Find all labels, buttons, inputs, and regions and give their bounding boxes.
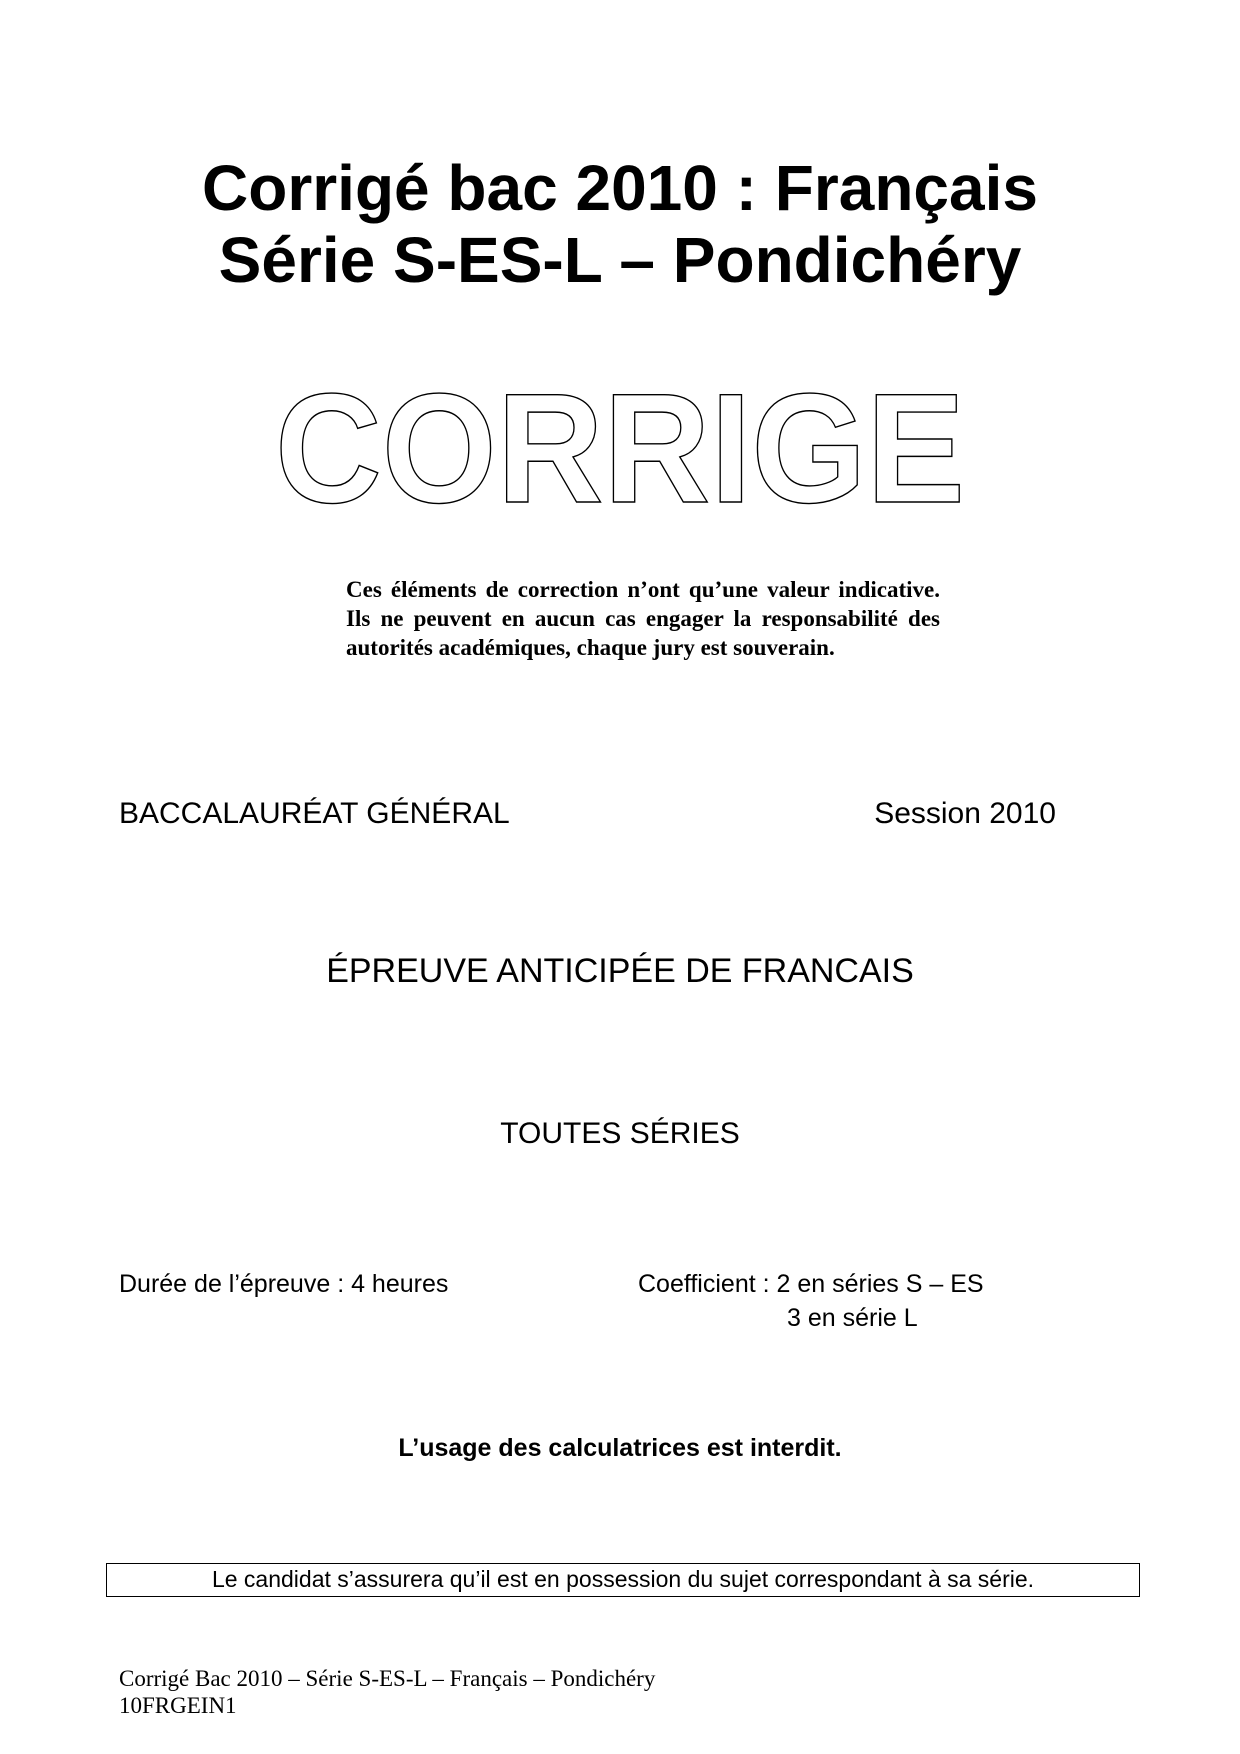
series-label: TOUTES SÉRIES [500,1117,740,1150]
duree-label: Durée de l’épreuve : 4 heures [119,1270,449,1298]
footer-line-1: Corrigé Bac 2010 – Série S-ES-L – Français – Pondichéry [119,1666,656,1691]
calculator-note: L’usage des calculatrices est interdit. [398,1434,842,1462]
exam-type: BACCALAURÉAT GÉNÉRAL [119,797,510,830]
footer-line-2: 10FRGEIN1 [119,1693,237,1718]
corrige-stamp-text: CORRIGE [275,380,965,520]
page-title-line-2: Série S-ES-L – Pondichéry [218,224,1022,296]
coefficient-line-1: Coefficient : 2 en séries S – ES [638,1270,984,1298]
coefficient-line-2: 3 en série L [787,1304,918,1332]
epreuve-title: ÉPREUVE ANTICIPÉE DE FRANCAIS [326,952,914,990]
disclaimer-text: Ces éléments de correction n’ont qu’une valeur indicative. Ils ne peuvent en aucun cas engager la responsabilité des autorités académiques, chaque jury est souverain. [346,577,940,660]
corrige-stamp [270,380,970,520]
candidate-note-text: Le candidat s’assurera qu’il est en possession du sujet correspondant à sa série. [211,1566,1035,1592]
page-title-line-1: Corrigé bac 2010 : Français [202,152,1038,224]
session-label: Session 2010 [874,797,1056,830]
candidate-note-box [106,1563,1140,1597]
